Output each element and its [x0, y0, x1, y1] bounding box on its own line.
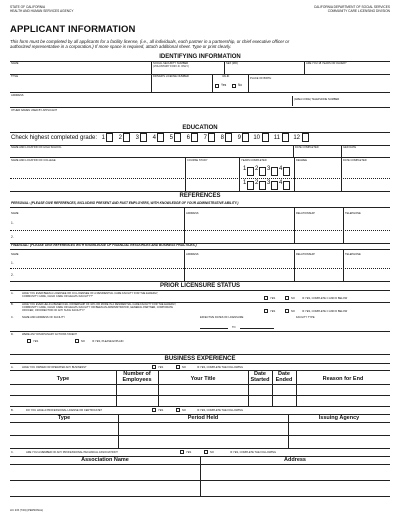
title-field[interactable]: [12, 79, 150, 91]
valid-no-label: No: [238, 83, 243, 87]
license-col-agency: Issuing Agency: [318, 415, 360, 421]
grade-number-7: 7: [203, 135, 207, 141]
financial-telephone-header: TELEPHONE: [345, 253, 361, 256]
prior-c-dates-label: EFFECTIVE DATES OF LICENSURE: [200, 316, 244, 319]
grade-number-3: 3: [135, 135, 139, 141]
prior-c-facility-field[interactable]: [22, 320, 192, 329]
year3-row2-number: 3: [267, 180, 271, 186]
grade-number-5: 5: [169, 135, 173, 141]
age-field[interactable]: [306, 66, 389, 73]
course-study-label: COURSE STUDY: [187, 159, 208, 162]
ged-date-label: GED DATE: [343, 146, 357, 149]
grade-9-checkbox[interactable]: [242, 133, 249, 142]
form-number-footer: LIC 215 (7/04) (PERSONAL): [10, 509, 44, 512]
business-col-reason: Reason for End: [322, 376, 364, 382]
business-a-letter: A.: [11, 366, 14, 369]
college1-year3-checkbox[interactable]: [271, 167, 278, 176]
business-c-no-checkbox[interactable]: [204, 450, 208, 454]
drivers-license-field[interactable]: [153, 79, 211, 91]
grade-12-checkbox[interactable]: [302, 133, 309, 142]
prior-c-to-label: TO: [232, 326, 236, 329]
year1-row1-number: 1: [243, 166, 247, 172]
financial-relationship-header: RELATIONSHIP: [296, 253, 315, 256]
prior-d-no-checkbox[interactable]: [75, 339, 79, 343]
business-c-yes-label: YES: [186, 451, 192, 454]
college1-year4-checkbox[interactable]: [283, 167, 290, 176]
prior-licensure-heading: PRIOR LICENSURE STATUS: [159, 283, 241, 289]
degree-label: DEGREE: [296, 159, 307, 162]
business-col-type: Type: [56, 376, 70, 382]
ssn-label: SOCIAL SECURITY NUMBER (VOLUNTARY FOR I.D. ONLY): [153, 62, 189, 68]
personal-row1-number: 1.: [11, 221, 14, 225]
financial-row1-number: 1.: [11, 261, 14, 265]
grade-number-8: 8: [220, 135, 224, 141]
business-col-title: Your Title: [190, 376, 216, 382]
form-title: APPLICANT INFORMATION: [10, 24, 136, 35]
business-a-no-label: NO: [182, 366, 186, 369]
license-row1-field[interactable]: [11, 423, 117, 434]
business-row1-field[interactable]: [11, 385, 115, 394]
identifying-heading: IDENTIFYING INFORMATION: [159, 54, 241, 60]
business-a-yes-label: YES: [158, 366, 164, 369]
grade-3-checkbox[interactable]: [140, 133, 147, 142]
business-b-note: IF YES, COMPLETE THE FOLLOWING: [197, 409, 244, 412]
prior-b-yes-checkbox[interactable]: [264, 309, 268, 313]
grade-11-checkbox[interactable]: [282, 133, 289, 142]
business-col-ended: Date Ended: [275, 371, 293, 383]
prior-d-explanation-field[interactable]: [22, 345, 388, 353]
business-a-note: IF YES, COMPLETE THE FOLLOWING: [197, 366, 244, 369]
grade-number-11: 11: [273, 135, 280, 141]
high-school-label: NAME AND LOCATION OF HIGH SCHOOL: [11, 146, 62, 149]
year2-row1-number: 2: [255, 166, 259, 172]
prior-c-letter: C.: [11, 316, 14, 319]
financial-ref1-name-field[interactable]: [16, 258, 182, 267]
valid-no-checkbox[interactable]: [232, 84, 236, 88]
business-col-employees: Number of Employees: [122, 371, 152, 383]
grade-number-4: 4: [152, 135, 156, 141]
valid-yes-checkbox[interactable]: [215, 84, 219, 88]
business-c-yes-checkbox[interactable]: [180, 450, 184, 454]
business-b-question: DO YOU HAVE A PROFESSIONAL LICENSE OR CERTIFICATE?: [26, 409, 103, 412]
grade-number-9: 9: [237, 135, 241, 141]
sex-field[interactable]: [226, 66, 303, 73]
grade-1-checkbox[interactable]: [106, 133, 113, 142]
business-b-no-checkbox[interactable]: [176, 408, 180, 412]
college1-year2-checkbox[interactable]: [259, 167, 266, 176]
grade-4-checkbox[interactable]: [157, 133, 164, 142]
prior-a-note: IF YES, COMPLETE C AND D BELOW: [302, 297, 348, 300]
prior-d-letter: D.: [11, 333, 14, 336]
business-a-yes-checkbox[interactable]: [152, 365, 156, 369]
personal-references-label: PERSONAL: (PLEASE GIVE REFERENCES, INCLUDING PRESENT AND PAST EMPLOYERS, WITH KNOWLEDGE OF YOUR ADMINISTRATIVE ABILITY.): [11, 201, 239, 205]
prior-a-no-label: NO: [291, 297, 295, 300]
prior-a-letter: A.: [11, 292, 14, 295]
grade-6-checkbox[interactable]: [191, 133, 198, 142]
address-field[interactable]: [12, 98, 290, 106]
grade-8-checkbox[interactable]: [225, 133, 232, 142]
birth-place-field[interactable]: [250, 81, 388, 91]
prior-d-note: IF YES, PLEASE EXPLAIN: [92, 340, 124, 343]
prior-d-question: WERE ANY DISCIPLINARY ACTIONS TAKEN?: [22, 333, 77, 336]
prior-a-yes-label: YES: [270, 297, 276, 300]
grade-10-checkbox[interactable]: [262, 133, 269, 142]
prior-a-yes-checkbox[interactable]: [264, 296, 268, 300]
college2-year1-checkbox[interactable]: [247, 181, 254, 190]
year1-row2-number: 1: [243, 180, 247, 186]
business-heading: BUSINESS EXPERIENCE: [164, 356, 236, 362]
college2-year4-checkbox[interactable]: [283, 181, 290, 190]
personal-name-header: NAME: [11, 212, 19, 215]
sex-label: SEX (M/F): [226, 62, 239, 65]
personal-telephone-header: TELEPHONE: [345, 212, 361, 215]
business-b-yes-checkbox[interactable]: [152, 408, 156, 412]
grade-number-6: 6: [186, 135, 190, 141]
personal-row2-number: 2.: [11, 235, 14, 239]
age-label: ARE YOU 18 YEARS OR OLDER?: [306, 62, 347, 65]
personal-relationship-header: RELATIONSHIP: [296, 212, 315, 215]
college2-year2-checkbox[interactable]: [259, 181, 266, 190]
drivers-license-label: DRIVER'S LICENSE NUMBER: [153, 75, 189, 78]
grade-number-1: 1: [101, 135, 105, 141]
name-label: NAME: [11, 62, 19, 65]
license-col-type: Type: [57, 415, 71, 421]
personal-ref2-name-field[interactable]: [16, 232, 182, 242]
valid-yes-label: Yes: [221, 83, 227, 87]
education-heading: EDUCATION: [182, 125, 218, 131]
license-col-period: Period Held: [187, 415, 219, 421]
business-b-letter: B.: [11, 409, 14, 412]
grade-2-checkbox[interactable]: [123, 133, 130, 142]
address-label: ADDRESS: [11, 94, 24, 97]
years-completed-label: YEARS COMPLETED: [241, 159, 267, 162]
college2-year3-checkbox[interactable]: [271, 181, 278, 190]
agency-header-left: STATE OF CALIFORNIA HEALTH AND HUMAN SERVICES AGENCY: [10, 5, 74, 13]
prior-b-no-label: NO: [291, 310, 295, 313]
association-col-name: Association Name: [81, 457, 129, 463]
business-b-yes-label: YES: [158, 409, 164, 412]
personal-address-header: ADDRESS: [186, 212, 199, 215]
ssn-field[interactable]: [153, 68, 223, 73]
year4-row1-number: 4: [279, 166, 283, 172]
financial-name-header: NAME: [11, 253, 19, 256]
business-c-letter: C.: [11, 451, 14, 454]
valid-label: VALID: [222, 75, 230, 78]
personal-ref1-name-field[interactable]: [16, 218, 182, 228]
grade-number-12: 12: [293, 135, 300, 141]
year3-row1-number: 3: [267, 166, 271, 172]
form-instructions: This form must be completed by all applicants for a facility license, (i.e., all individuals, each partner in a partnership, or chief executive officer or authorized representative in a corporation.) If more space is required, attach additional sheet. Type or print clearly.: [10, 39, 290, 50]
college-label: NAME AND LOCATION OF COLLEGE: [11, 159, 56, 162]
title-label: TITLE: [11, 75, 19, 78]
prior-b-no-checkbox[interactable]: [285, 309, 289, 313]
prior-b-letter: B.: [11, 303, 14, 306]
association-col-address: Address: [283, 457, 306, 463]
prior-a-question: HAVE YOU EVER BEEN A LICENSEE OR CO-LICENSEE OF A RESIDENTIAL CARE FACILITY FOR THE ELDERLY, COMMUNITY CARE, CHILD CARE OR HEALTH FACILITY?*: [22, 292, 159, 298]
prior-d-no-label: NO: [81, 340, 85, 343]
agency-header-right: CALIFORNIA DEPARTMENT OF SOCIAL SERVICES COMMUNITY CARE LICENSING DIVISION: [313, 5, 390, 13]
prior-c-type-field[interactable]: [296, 320, 388, 329]
financial-address-header: ADDRESS: [186, 253, 199, 256]
prior-d-yes-checkbox[interactable]: [27, 339, 31, 343]
business-c-question: ARE YOU A MEMBER OF ANY PROFESSIONAL/TECHNICAL ASSOCIATION?: [26, 451, 118, 454]
prior-b-yes-label: YES: [270, 310, 276, 313]
business-b-no-label: NO: [182, 409, 186, 412]
prior-b-note: IF YES, COMPLETE C AND D BELOW: [302, 310, 348, 313]
year2-row2-number: 2: [255, 180, 259, 186]
business-a-no-checkbox[interactable]: [176, 365, 180, 369]
business-col-started: Date Started: [250, 371, 270, 383]
prior-c-type-label: FACILITY TYPE: [296, 316, 315, 319]
association-row2-field[interactable]: [11, 481, 199, 495]
financial-row2-number: 2.: [11, 273, 14, 277]
high-school-field[interactable]: [12, 150, 292, 156]
college1-year1-checkbox[interactable]: [247, 167, 254, 176]
name-field[interactable]: [12, 66, 150, 73]
grade-number-2: 2: [118, 135, 122, 141]
business-a-question: HAVE YOU OWNED OR OPERATED ANY BUSINESS?: [22, 366, 87, 369]
business-row2-field[interactable]: [11, 396, 115, 405]
grade-7-checkbox[interactable]: [208, 133, 215, 142]
financial-ref2-name-field[interactable]: [16, 270, 182, 280]
prior-c-facility-label: NAME AND ADDRESS OF FACILITY: [22, 316, 65, 319]
grade-5-checkbox[interactable]: [174, 133, 181, 142]
grade-label: Check highest completed grade:: [11, 135, 98, 141]
birth-place-label: PLACE OF BIRTH: [250, 77, 272, 80]
year4-row2-number: 4: [279, 180, 283, 186]
association-row1-field[interactable]: [11, 465, 199, 479]
phone-label: (AREA CODE) TELEPHONE NUMBER: [294, 98, 340, 101]
license-row2-field[interactable]: [11, 436, 117, 447]
business-c-note: IF YES, COMPLETE THE FOLLOWING: [230, 451, 277, 454]
prior-d-yes-label: YES: [33, 340, 39, 343]
prior-b-question: HAVE YOU EVER HELD A BENEFICIAL OWNERSHIP OF 10% OR MORE IN A RESIDENTIAL CARE FACILITY FOR THE ELDERLY, COMMUNITY CARE, CHILD CARE OR HEALTH FACILITY OR BEEN AN ADMINISTRATOR, GENERAL PARTNER, CORPORATE OFFICER, OR DIRECTOR OF ANY SUCH FACILITY?: [22, 303, 177, 312]
financial-references-label: FINANCIAL: (PLEASE GIVE REFERENCES WITH KNOWLEDGE OF FINANCIAL RESOURCES AND BUSINESS PRACTICES.): [11, 243, 197, 247]
references-heading: REFERENCES: [179, 193, 221, 199]
prior-a-no-checkbox[interactable]: [285, 296, 289, 300]
other-names-label: OTHER NAMES USED BY APPLICANT: [11, 109, 58, 112]
business-c-no-label: NO: [210, 451, 214, 454]
other-names-field[interactable]: [12, 113, 388, 121]
grade-number-10: 10: [253, 135, 260, 141]
hs-date-completed-label: DATE COMPLETED: [295, 146, 319, 149]
college-date-completed-label: DATE COMPLETED: [343, 159, 367, 162]
